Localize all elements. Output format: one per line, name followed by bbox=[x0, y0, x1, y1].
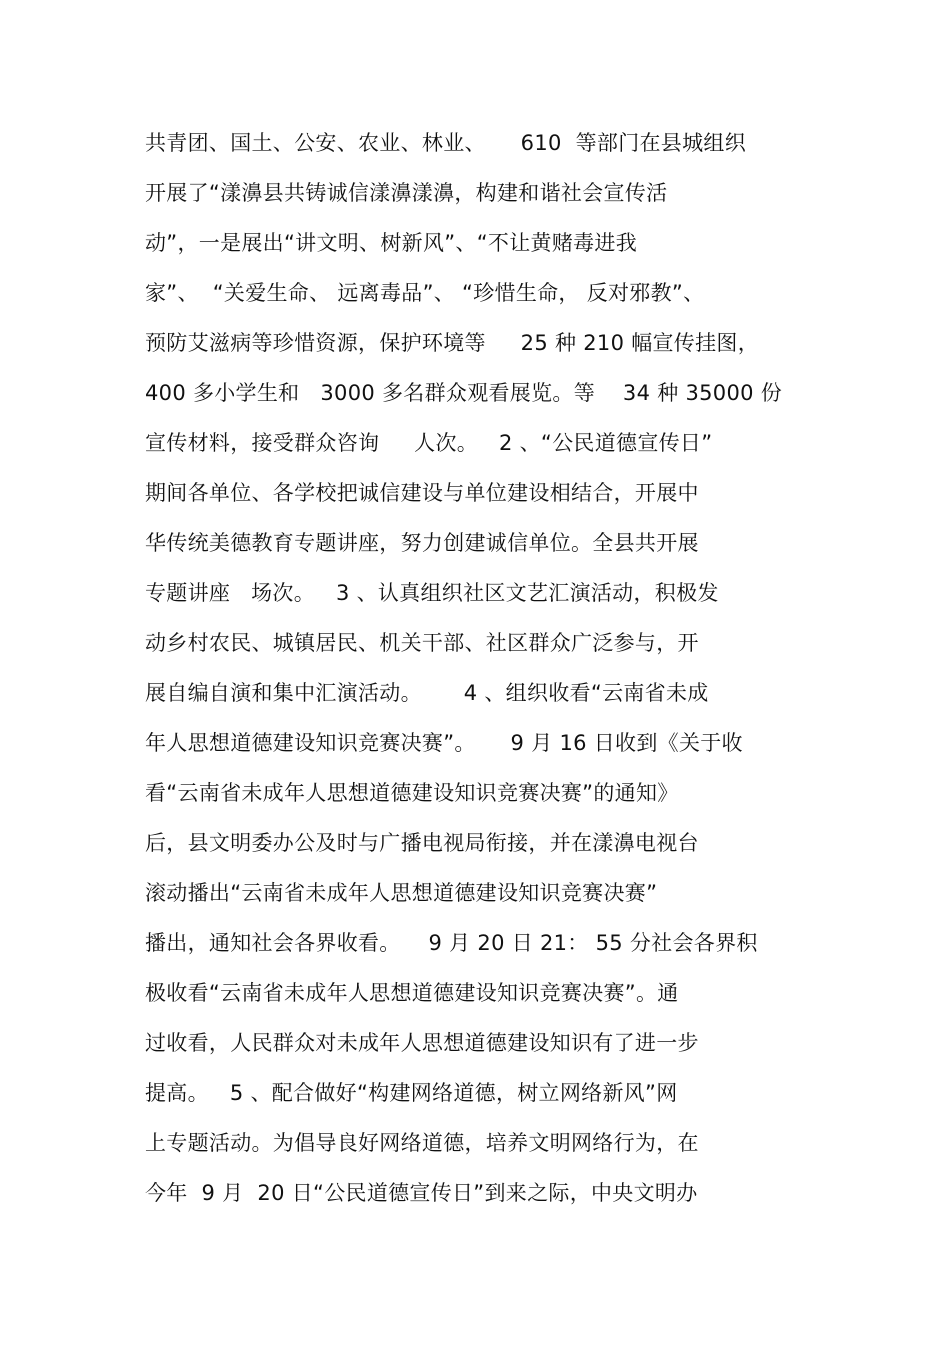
text-line: 滚动播出“云南省未成年人思想道德建设知识竞赛决赛” bbox=[145, 881, 658, 905]
text-line: 宣传材料，接受群众咨询 人次。 2 、“公民道德宣传日” bbox=[145, 431, 713, 455]
text-line: 预防艾滋病等珍惜资源，保护环境等 25 种 210 幅宣传挂图， bbox=[145, 331, 760, 355]
text-line: 400 多小学生和 3000 多名群众观看展览。等 34 种 35000 份 bbox=[145, 381, 783, 405]
text-line: 年人思想道德建设知识竞赛决赛”。 9 月 16 日收到《关于收 bbox=[145, 731, 743, 755]
text-line: 看“云南省未成年人思想道德建设知识竞赛决赛”的通知》 bbox=[145, 781, 679, 805]
text-line: 播出，通知社会各界收看。 9 月 20 日 21： 55 分社会各界积 bbox=[145, 931, 758, 955]
text-line: 展自编自演和集中汇演活动。 4 、组织收看“云南省未成 bbox=[145, 681, 709, 705]
text-line: 后，县文明委办公及时与广播电视局衔接，并在漾濞电视台 bbox=[145, 831, 699, 855]
text-line: 专题讲座 场次。 3 、认真组织社区文艺汇演活动，积极发 bbox=[145, 581, 719, 605]
text-line: 极收看“云南省未成年人思想道德建设知识竞赛决赛”。通 bbox=[145, 981, 679, 1005]
text-line: 家”、 “关爱生命、 远离毒品”、 “珍惜生命， 反对邪教”、 bbox=[145, 281, 705, 305]
text-line: 共青团、国土、公安、农业、林业、 610 等部门在县城组织 bbox=[145, 131, 747, 155]
text-line: 过收看，人民群众对未成年人思想道德建设知识有了进一步 bbox=[145, 1031, 699, 1055]
text-line: 上专题活动。为倡导良好网络道德，培养文明网络行为，在 bbox=[145, 1131, 699, 1155]
text-line: 动乡村农民、城镇居民、机关干部、社区群众广泛参与，开 bbox=[145, 631, 699, 655]
text-line: 开展了“漾濞县共铸诚信漾濞漾濞，构建和谐社会宣传活 bbox=[145, 181, 668, 205]
text-line: 提高。 5 、配合做好“构建网络道德，树立网络新风”网 bbox=[145, 1081, 678, 1105]
body-text bbox=[145, 118, 845, 1218]
text-line: 期间各单位、各学校把诚信建设与单位建设相结合，开展中 bbox=[145, 481, 699, 505]
text-line: 今年 9 月 20 日“公民道德宣传日”到来之际，中央文明办 bbox=[145, 1181, 698, 1205]
text-line: 华传统美德教育专题讲座，努力创建诚信单位。全县共开展 bbox=[145, 531, 699, 555]
text-line: 动”，一是展出“讲文明、树新风”、“不让黄赌毒进我 bbox=[145, 231, 638, 255]
